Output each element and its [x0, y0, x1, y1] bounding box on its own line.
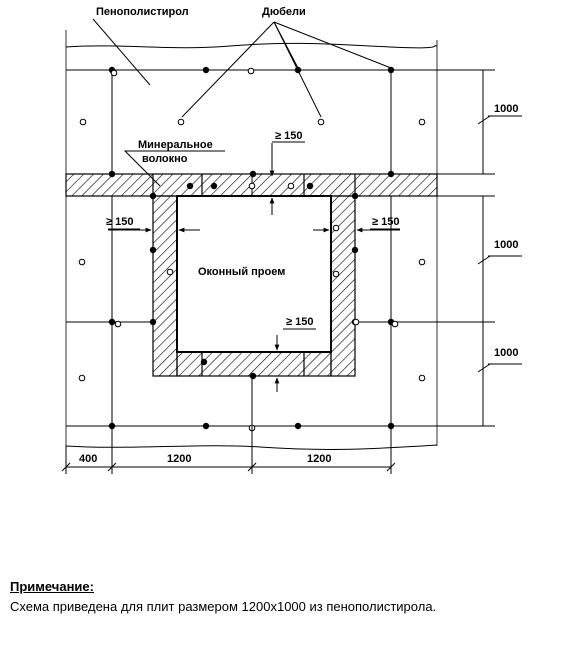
- clearance-left-label: ≥ 150: [106, 216, 134, 228]
- mineral-wool-label-line2: волокно: [142, 153, 188, 165]
- note-block: [10, 577, 570, 617]
- clearance-bottom-label: ≥ 150: [286, 316, 314, 328]
- note-text: Схема приведена для плит размером 1200х1000 из пенополистирола.: [10, 599, 437, 614]
- horizontal-dimensions: [62, 426, 395, 474]
- polystyrene-label: Пенополистирол: [96, 6, 189, 18]
- width-right-label: 1200: [307, 453, 332, 465]
- height-middle-label: 1000: [494, 239, 519, 251]
- dowels-label: Дюбели: [262, 6, 306, 18]
- height-bottom-label: 1000: [494, 347, 519, 359]
- note-title: Примечание:: [10, 579, 94, 594]
- width-middle-label: 1200: [167, 453, 192, 465]
- window-opening-label: Оконный проем: [198, 266, 286, 278]
- mineral-wool-label-line1: Минеральное: [138, 139, 213, 151]
- clearance-right-label: ≥ 150: [372, 216, 400, 228]
- width-left-label: 400: [79, 453, 98, 465]
- height-top-label: 1000: [494, 103, 519, 115]
- leader-lines: [93, 19, 391, 186]
- clearance-top-label: ≥ 150: [275, 130, 303, 142]
